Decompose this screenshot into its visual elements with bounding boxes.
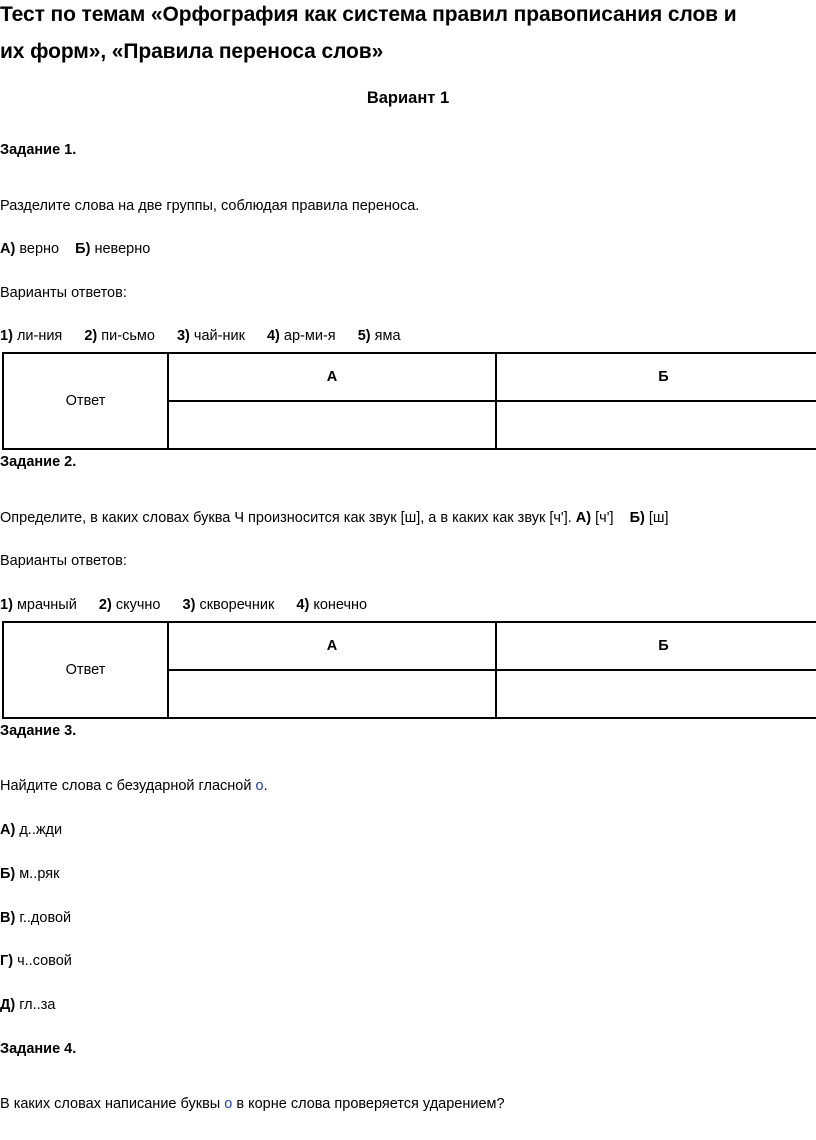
answer-option-label: Б) (0, 866, 16, 882)
answer-label-cell: Ответ (3, 622, 168, 718)
answer-option-label: Д) (0, 997, 16, 1013)
answer-option-text: г..довой (19, 910, 72, 926)
highlighted-letter: о (224, 1096, 233, 1112)
answer-option (0, 953, 72, 969)
task-3-instruction-end: . (263, 778, 268, 794)
task-4-instruction-end: в корне слова проверяется ударением? (236, 1096, 505, 1112)
group-a-text: верно (19, 241, 60, 257)
task-3-instruction-text: Найдите слова с безударной гласной (0, 778, 252, 794)
task-2-options (0, 597, 367, 613)
task-2-a-text: [ч'] (595, 510, 614, 526)
answer-column-a-header: А (168, 622, 496, 670)
option-number: 1) (0, 597, 13, 613)
option-number: 1) (0, 328, 13, 344)
option-text: пи-сьмо (101, 328, 155, 344)
answer-cell-b[interactable] (496, 670, 816, 718)
task-2-b-label: Б) (629, 510, 645, 526)
variant-heading: Вариант 1 (366, 89, 450, 107)
answer-option (0, 822, 62, 838)
option-number: 3) (176, 328, 190, 344)
option-text: конечно (313, 597, 368, 613)
document-title-line-1: Тест по темам «Орфография как система правил правописания слов и (0, 3, 737, 26)
task-2-a-label: А) (575, 510, 592, 526)
option-number: 2) (98, 597, 112, 613)
task-1-options-heading: Варианты ответов: (0, 285, 127, 301)
answer-column-b-header: Б (496, 353, 816, 401)
option-number: 3) (182, 597, 196, 613)
answer-cell-a[interactable] (168, 401, 496, 449)
highlighted-letter: о (255, 778, 264, 794)
answer-option-label: В) (0, 910, 16, 926)
document-title-line-2: их форм», «Правила переноса слов» (0, 40, 384, 63)
task-1-instruction: Разделите слова на две группы, соблюдая правила переноса. (0, 198, 420, 214)
answer-cell-a[interactable] (168, 670, 496, 718)
task-3-heading: Задание 3. (0, 723, 77, 739)
answer-option-text: м..ряк (19, 866, 60, 882)
option-text: мрачный (16, 597, 77, 613)
task-4-instruction (0, 1096, 505, 1112)
task-4-heading: Задание 4. (0, 1041, 77, 1057)
option-number: 4) (266, 328, 280, 344)
task-1-groups (0, 241, 150, 257)
task-2-b-text: [ш] (648, 510, 669, 526)
answer-option-label: Г) (0, 953, 14, 969)
option-number: 2) (84, 328, 98, 344)
task-2-instruction-line (0, 510, 669, 526)
option-text: скучно (115, 597, 161, 613)
option-number: 4) (296, 597, 310, 613)
answer-option-text: ч..совой (17, 953, 72, 969)
group-a-label: А) (0, 241, 16, 257)
answer-cell-b[interactable] (496, 401, 816, 449)
task-2-instruction: Определите, в каких словах буква Ч произносится как звук [ш], а в каких как звук [ч']. (0, 510, 572, 526)
answer-option (0, 997, 55, 1013)
answer-option (0, 910, 71, 926)
group-b-text: неверно (94, 241, 151, 257)
answer-option-label: А) (0, 822, 16, 838)
task-2-options-heading: Варианты ответов: (0, 553, 127, 569)
option-text: чай-ник (193, 328, 245, 344)
option-text: ли-ния (16, 328, 63, 344)
task-1-heading: Задание 1. (0, 142, 77, 158)
group-b-label: Б) (75, 241, 91, 257)
option-text: скворечник (199, 597, 275, 613)
task-1-options (0, 328, 401, 344)
answer-column-b-header: Б (496, 622, 816, 670)
answer-column-a-header: А (168, 353, 496, 401)
task-3-instruction (0, 778, 268, 794)
task-1-answer-table (2, 352, 816, 450)
option-text: яма (374, 328, 401, 344)
option-number: 5) (357, 328, 371, 344)
task-2-heading: Задание 2. (0, 454, 77, 470)
answer-label-cell: Ответ (3, 353, 168, 449)
answer-option (0, 866, 59, 882)
answer-option-text: гл..за (19, 997, 56, 1013)
option-text: ар-ми-я (283, 328, 336, 344)
task-2-answer-table (2, 621, 816, 719)
task-4-instruction-text: В каких словах написание буквы (0, 1096, 221, 1112)
answer-option-text: д..жди (19, 822, 63, 838)
